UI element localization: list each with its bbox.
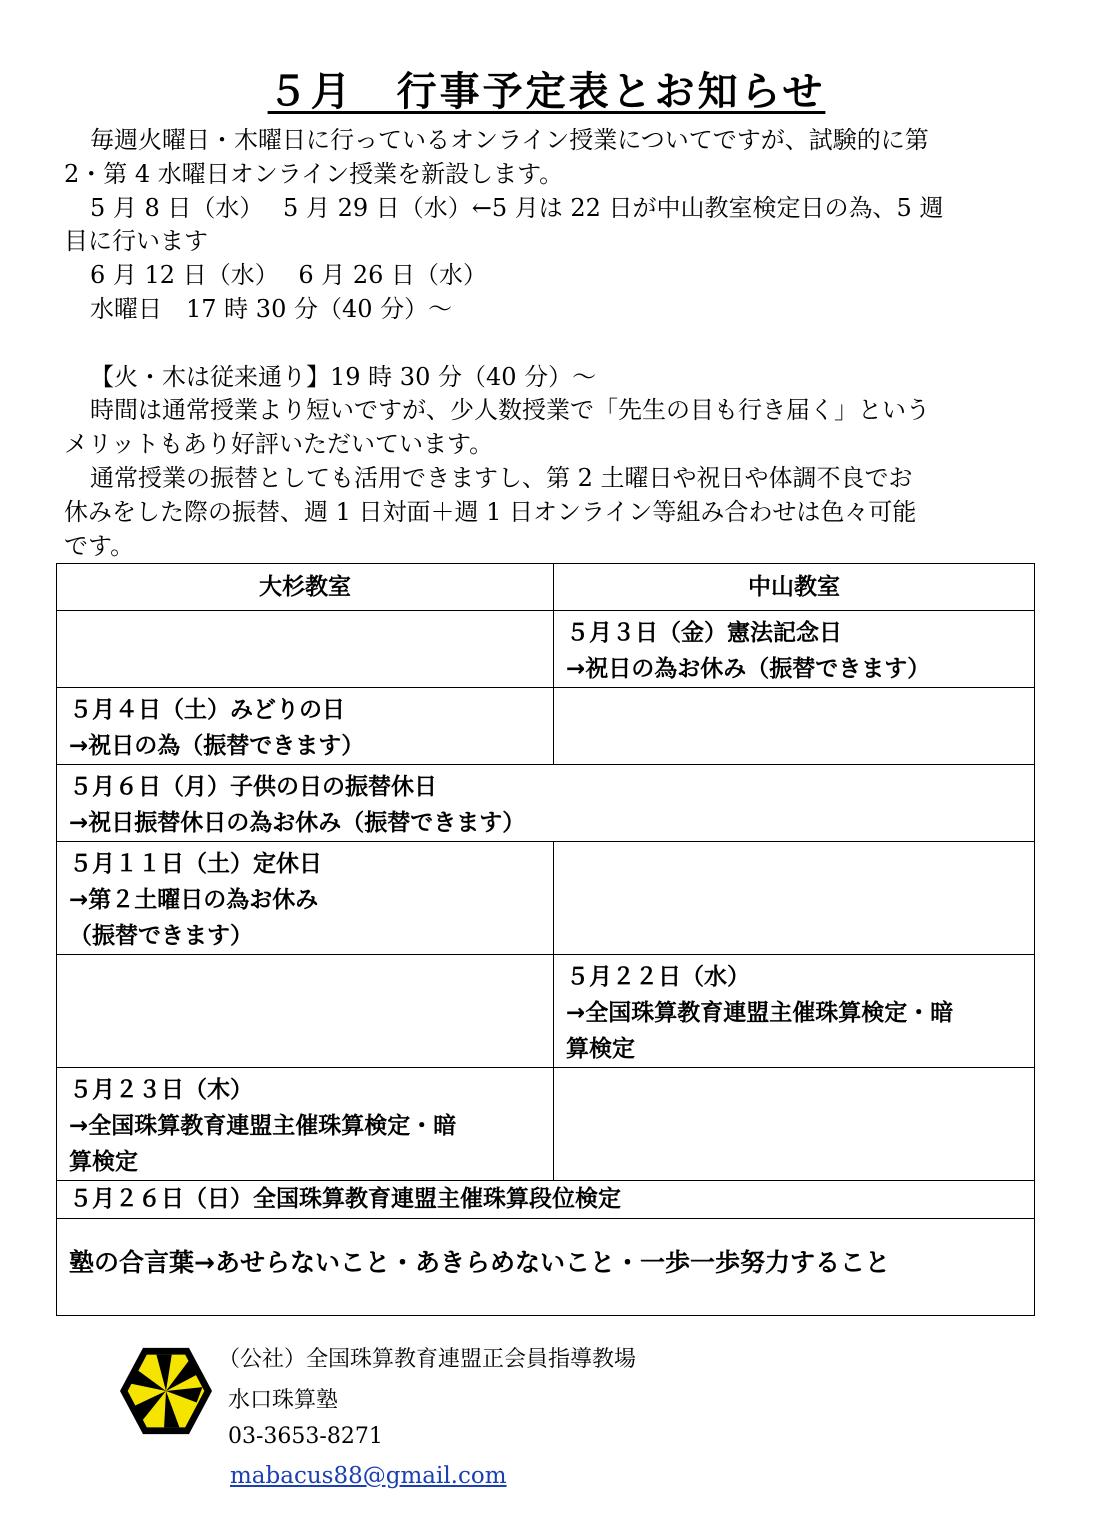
abacus-federation-logo-icon — [118, 1345, 214, 1437]
intro-line: 目に行います — [64, 227, 208, 256]
intro-line: 毎週火曜日・木曜日に行っているオンライン授業についてですが、試験的に第 — [90, 126, 929, 154]
osugi-cell — [57, 955, 554, 1068]
cell-line: ５月６日（月）子供の日の振替休日 — [69, 774, 437, 800]
cell-line: →祝日の為お休み（振替できます） — [566, 656, 931, 682]
intro-line: 6 月 12 日（水） 6 月 26 日（水） — [90, 261, 488, 290]
intro-text — [64, 124, 1034, 563]
cell-line: ５月２２日（水） — [566, 964, 750, 990]
cell-line: →第２土曜日の為お休み — [69, 887, 319, 913]
organization-name: （公社）全国珠算教育連盟正会員指導教場 — [218, 1347, 637, 1372]
cell-line: ５月１１日（土）定休日 — [69, 851, 322, 877]
cell-line: ５月４日（土）みどりの日 — [69, 697, 345, 723]
nakayama-cell — [554, 1068, 1035, 1181]
intro-line: 時間は通常授業より短いですが、少人数授業で「先生の目も行き届く」という — [90, 396, 930, 425]
both-classrooms-cell — [57, 1181, 1035, 1219]
table-row — [57, 688, 1035, 765]
cell-line: →全国珠算教育連盟主催珠算検定・暗 — [566, 1000, 954, 1026]
both-classrooms-cell — [57, 765, 1035, 842]
table-row — [57, 842, 1035, 955]
table-row — [57, 611, 1035, 688]
intro-line: 休みをした際の振替、週 1 日対面＋週 1 日オンライン等組み合わせは色々可能 — [64, 497, 917, 526]
intro-line: 2・第 4 水曜日オンライン授業を新設します。 — [64, 159, 564, 188]
intro-line: メリットもあり好評いただいています。 — [64, 430, 494, 459]
osugi-cell — [57, 688, 554, 765]
cell-line: ５月２６日（日）全国珠算教育連盟主催珠算段位検定 — [69, 1186, 621, 1212]
intro-line: です。 — [64, 531, 135, 560]
table-header-row — [57, 564, 1035, 611]
table-row — [57, 1068, 1035, 1181]
osugi-cell — [57, 842, 554, 955]
header-nakayama: 中山教室 — [554, 564, 1035, 611]
intro-line: 5 月 8 日（水） 5 月 29 日（水）←5 月は 22 日が中山教室検定日の為、5 週 — [90, 193, 944, 222]
title-text: ５月 行事予定表とお知らせ — [267, 69, 826, 115]
osugi-cell — [57, 611, 554, 688]
school-name: 水口珠算塾 — [228, 1388, 339, 1413]
table-row — [57, 1181, 1035, 1219]
cell-line: →祝日振替休日の為お休み（振替できます） — [69, 810, 526, 836]
nakayama-cell — [554, 842, 1035, 955]
schedule-table — [56, 563, 1035, 1316]
intro-line: 【火・木は従来通り】19 時 30 分（40 分）～ — [90, 362, 597, 391]
nakayama-cell — [554, 688, 1035, 765]
phone-number: 03-3653-8271 — [228, 1424, 383, 1449]
school-motto: 塾の合言葉→あせらないこと・あきらめないこと・一歩一歩努力すること — [69, 1248, 890, 1277]
cell-line: →祝日の為（振替できます） — [69, 733, 365, 759]
intro-blank-line — [64, 327, 1034, 361]
table-row — [57, 1219, 1035, 1316]
table-row — [57, 955, 1035, 1068]
intro-line: 水曜日 17 時 30 分（40 分）～ — [90, 294, 453, 323]
cell-line: →全国珠算教育連盟主催珠算検定・暗 — [69, 1113, 457, 1139]
nakayama-cell — [554, 955, 1035, 1068]
header-osugi: 大杉教室 — [57, 564, 554, 611]
cell-line: （振替できます） — [69, 923, 253, 949]
intro-line: 通常授業の振替としても活用できますし、第 2 土曜日や祝日や体調不良でお — [90, 463, 913, 492]
page-title — [0, 60, 1093, 117]
school-motto-cell — [57, 1219, 1035, 1316]
nakayama-cell — [554, 611, 1035, 688]
cell-line: ５月２３日（木） — [69, 1077, 253, 1103]
cell-line: 算検定 — [566, 1036, 635, 1062]
email-link[interactable]: mabacus88@gmail.com — [230, 1463, 507, 1489]
table-row — [57, 765, 1035, 842]
cell-line: 算検定 — [69, 1149, 138, 1175]
cell-line: ５月３日（金）憲法記念日 — [566, 620, 842, 646]
osugi-cell — [57, 1068, 554, 1181]
